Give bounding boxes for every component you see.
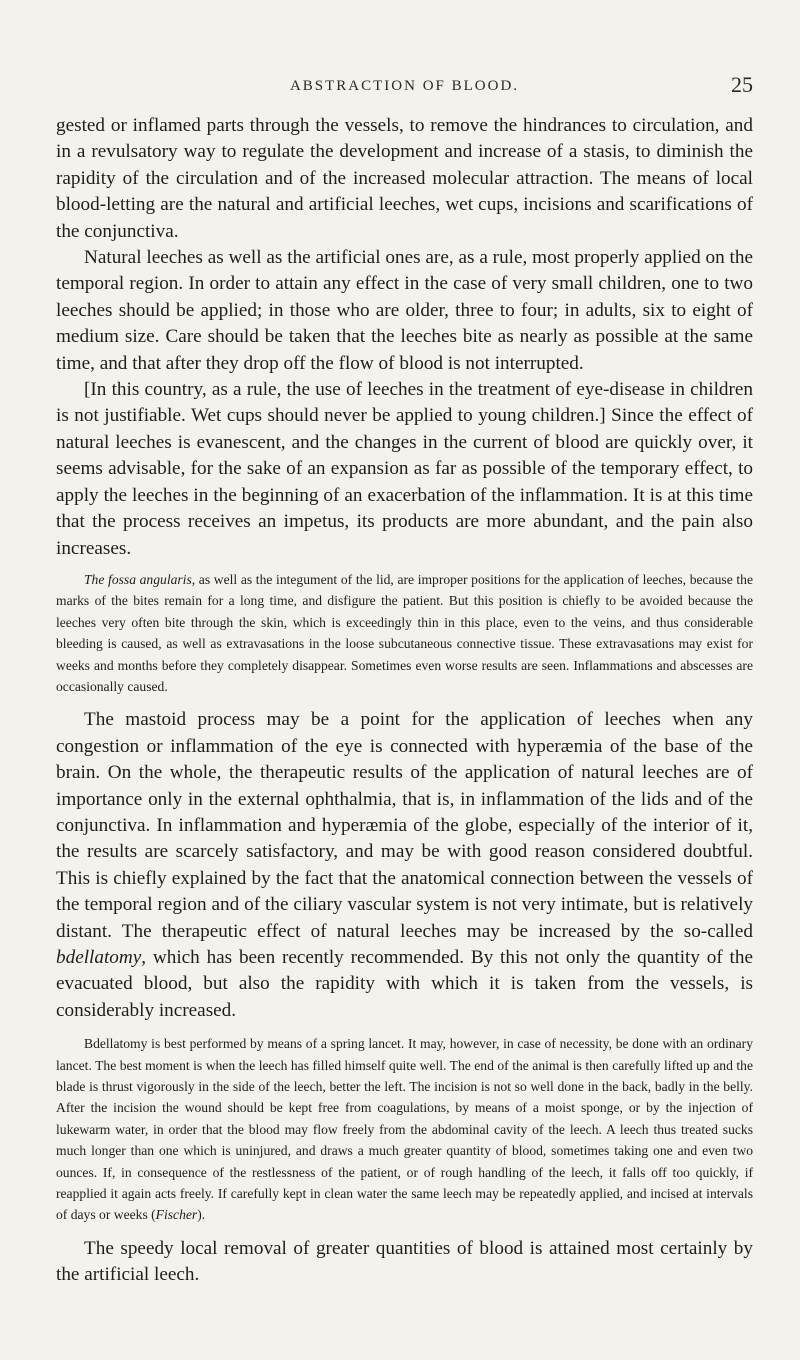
footnote-fossa-angularis bbox=[56, 569, 753, 697]
footnote-text-b: ). bbox=[197, 1207, 206, 1223]
footnote-text-a: Bdellatomy is best performed by means of a spring lancet. It may, however, in case of necessity, be done with an ordinary lancet. The best moment is when the leech has filled himself quite well. The end of the animal is then carefully lifted up and the blade is thrust vigorously in the side of the leech, better the left. The incision is not so well done in the back, badly in the belly. After the incision the wound should be kept free from coagulations, by means of a moist sponge, or by the injection of lukewarm water, in order that the blood may flow freely from the abdominal cavity of the leech. A leech thus treated sucks much longer than one which is uninjured, and draws a much greater quantity of blood, sometimes taking one and even two ounces. If, in consequence of the restlessness of the patient, or of rough handling of the leech, it falls off too quickly, if reapplied it again acts freely. If carefully kept in clean water the same leech may be repeatedly applied, and incised at intervals of days or weeks ( bbox=[56, 1036, 753, 1223]
paragraph-leech-application: Natural leeches as well as the artificial ones are, as a rule, most properly applied on the temporal region. In order to attain any effect in the case of very small children, one to two leeches should be applied; in those who are older, three to four; in adults, six to eight of medium size. Care should be taken that the leeches bite as nearly as possible at the same time, and that after they drop off the flow of blood is not interrupted. bbox=[56, 247, 753, 374]
term-bdellatomy: bdellatomy bbox=[56, 947, 142, 968]
page-body bbox=[56, 113, 753, 1289]
running-title: ABSTRACTION OF BLOOD. bbox=[289, 78, 520, 94]
footnote-author: Fischer bbox=[155, 1207, 198, 1223]
footnote-bdellatomy bbox=[56, 1033, 753, 1226]
paragraph-leech-timing: [In this country, as a rule, the use of leeches in the treatment of eye-disease in children is not justifiable. Wet cups should never be applied to young children.] Since the effect of natural leeches is evanescent, and the changes in the current of blood are quickly over, it seems advisable, for the sake of an expansion as far as possible of the temporary effect, to apply the leeches in the beginning of an exacerbation of the inflammation. It is at this time that the process receives an impetus, its products are more abundant, and the pain also increases. bbox=[56, 379, 753, 559]
paragraph-continuation: gested or inflamed parts through the vessels, to remove the hindrances to circulation, and in a revulsatory way to regulate the development and increase of a stasis, to diminish the rapidity of the circulation and of the increased molecular attraction. The means of local blood-letting are the natural and artificial leeches, wet cups, incisions and scarifications of the conjunctiva. bbox=[56, 115, 753, 242]
running-header bbox=[56, 72, 753, 104]
paragraph-artificial-leech: The speedy local removal of greater quantities of blood is attained most certainly by the artificial leech. bbox=[56, 1237, 753, 1286]
footnote-text: , as well as the integument of the lid, are improper positions for the application of leeches, because the marks of the bites remain for a long time, and disfigure the patient. But this position is chiefly to be avoided because the leeches very often bite through the skin, which is exceedingly thin in this place, even to the veins, and thus considerable bleeding is caused, as well as extravasations in the loose subcutaneous connective tissue. These extravasations may exist for weeks and months before they completely disappear. Sometimes even worse results are seen. Inflammations and abscesses are occasionally caused. bbox=[56, 571, 753, 694]
paragraph-text-a: The mastoid process may be a point for the application of leeches when any congestion or inflammation of the eye is connected with hyperæmia of the base of the brain. On the whole, the therapeutic results of the application of natural leeches are of importance only in the external ophthalmia, that is, in inflammation of the lids and of the conjunctiva. In inflammation and hyperæmia of the globe, especially of the interior of it, the results are scarcely satisfactory, and may be with good reason considered doubtful. This is chiefly explained by the fact that the anatomical connection between the vessels of the temporal region and of the ciliary vascular system is not very intimate, but is relatively distant. The therapeutic effect of natural leeches may be increased by the so-called bbox=[56, 709, 753, 942]
paragraph-mastoid-process bbox=[56, 707, 753, 1024]
page-number: 25 bbox=[731, 72, 753, 97]
paragraph-text-b: , which has been recently recommended. By this not only the quantity of the evacuated blood, but also the rapidity with which it is taken from the vessels, is considerably increased. bbox=[56, 947, 753, 1021]
footnote-term: The fossa angularis bbox=[84, 571, 192, 587]
